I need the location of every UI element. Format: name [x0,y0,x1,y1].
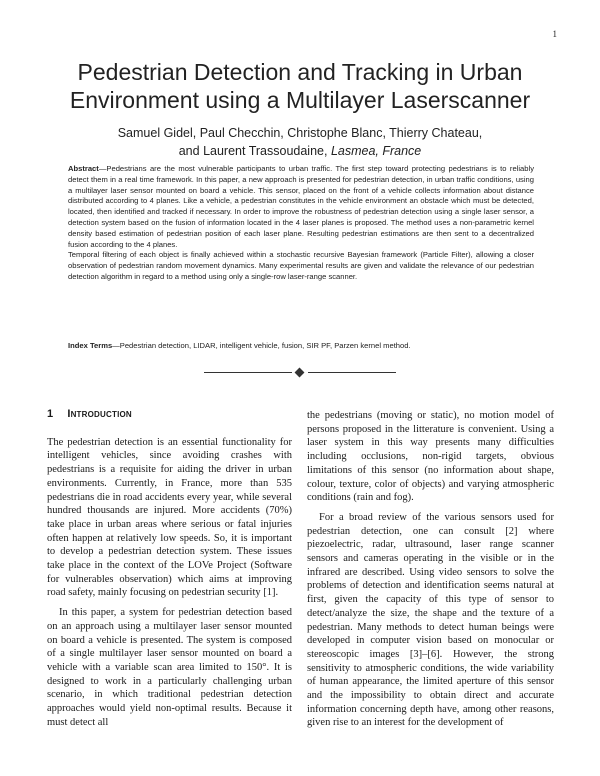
separator-line-left [204,372,292,373]
abstract-label: Abstract [68,164,99,173]
author-block [60,124,540,160]
index-terms-label: Index Terms [68,341,113,350]
intro-paragraph-2: In this paper, a system for pedestrian detection based on an approach using a multilayer laser sensor mounted on board a vehicle is presented. The system is composed of a single multilayer laser sensor mounted on board a vehicle with a variable scan area limited to 150°. It is designed to work in a particularly challenging urban scenario, in which traditional pedestrian detection approaches would yield non-optimal results. Because it must detect all [47,607,292,728]
section-number: 1 [47,408,54,420]
right-column [307,409,554,730]
section-heading [47,408,292,422]
section-separator [0,365,600,381]
left-column [47,408,292,729]
abstract-paragraph-2: Temporal filtering of each object is finally achieved within a stochastic recursive Bayesian framework (Particle Filter), allowing a closer observation of pedestrian random movement dynamics. Many experimental results are given and validate the relevance of our pedestrian detection algorithm in regard to a method using only a single-row laser-range scanner. [68,250,534,281]
abstract [68,164,534,283]
author-names-line2 [60,142,540,160]
page-number: 1 [552,29,557,39]
paper-title: Pedestrian Detection and Tracking in Urban Environment using a Multilayer Laserscanner [69,59,531,113]
author-names-line1: Samuel Gidel, Paul Checchin, Christophe Blanc, Thierry Chateau, [117,126,483,140]
abstract-text-1: —Pedestrians are the most vulnerable participants to urban traffic. The first step toward protecting pedestrians is to reliably detect them in a real time framework. In this paper, a new approach is presented for pedestrian detection, in urban traffic conditions, using a multilayer laser sensor mounted on board a vehicle. This sensor, placed on the front of a vehicle collects information about distance distributed according to 4 planes. Like a vehicle, a pedestrian constitutes in the vehicle environment an obstacle which must be detected, located, then identified and tracked if necessary. In order to improve the robustness of pedestrian detection using a single laser sensor, a detection system based on the fusion of information located in the 4 laser planes is proposed. The method uses a non-parametric kernel density based estimation of pedestrian position of each laser plane. Resulting pedestrian estimations are then sent to a decentralized fusion according to the 4 planes. [68,164,534,249]
index-terms-text: —Pedestrian detection, LIDAR, intelligent vehicle, fusion, SIR PF, Parzen kernel method. [112,341,411,350]
index-terms [68,341,534,352]
author-names-line2-text: and Laurent Trassoudaine, [178,144,328,158]
separator-line-right [308,372,396,373]
intro-paragraph-3: the pedestrians (moving or static), no motion model of persons proposed in the litterature is convenient. Using a laser system in this way presents many difficulties including occlusions, non-rigid targets, obvious limitations of this sensor (no information about shape, colour, texture, color of objects) and varying atmospheric conditions (rain and fog). [307,410,554,504]
section-title: Introduction [67,408,132,420]
separator-diamond-icon [295,368,305,378]
abstract-paragraph-1 [68,164,534,250]
intro-paragraph-1: The pedestrian detection is an essential functionality for intelligent vehicles, since avoiding crashes with pedestrians is a requisite for aiding the driver in urban environments. Currently, in France, more than 535 pedestrians die in road accidents every year, while several hundred thousands are injured. More accidents (70%) take place in urban areas where serious or fatal injuries often happen at relatively low speeds. So, it is important to develop a pedestrian detection system. These issues take place in the context of the LOVe Project (Software for vulnerables observation) which aims at improving road safety, mainly focusing on pedestrian security [1]. [47,436,292,599]
author-affiliation: Lasmea, France [330,144,422,158]
intro-paragraph-4: For a broad review of the various sensors used for pedestrian detection, one can consult [2] where piezoelectric, radar, ultrasound, laser range scanner sensors and cameras operating in the visible or in the infrared are described. Using video sensors to solve the problems of detection and identification seems natural at first, given the capacity of this type of sensor to detect/analyze the size, the shape and the texture of a pedestrian. Many methods to detect human beings were developed in computer vision based on monocular or stereoscopic images [3]–[6]. However, the strong sensitivity to atmospheric conditions, the wide variability of human appearance, the limited aperture of this sensor and the impossibility to obtain direct and accurate information concerning depth have, among other reasons, given rise to an interest for the development of [307,511,554,729]
